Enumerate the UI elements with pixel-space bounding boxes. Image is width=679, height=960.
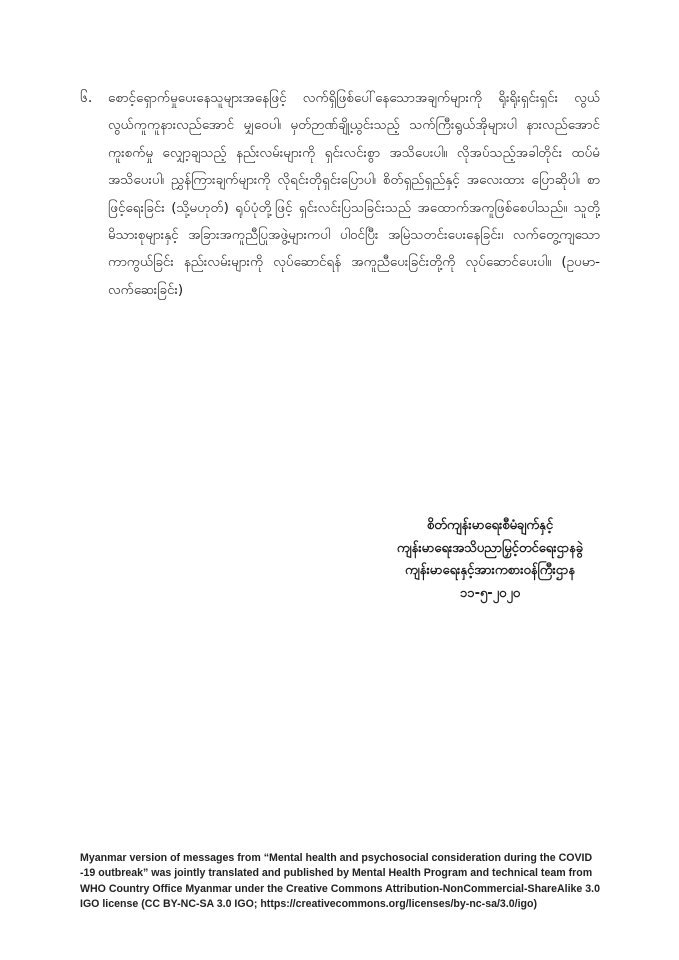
numbered-paragraph <box>80 85 600 304</box>
signature-division: ကျန်းမာရေးအသိပညာမြှင့်တင်ရေးဌာနခွဲ <box>396 540 584 556</box>
paragraph-text: စောင့်ရှောက်မှုပေးနေသူများအနေဖြင့် လက်ရှိဖြစ်ပေါ်နေသောအချက်များကို ရိုးရိုးရှင်းရှင်း လွယ်လွယ်ကူကူနားလည်အောင် မျှဝေပါ၊ မှတ်ဉာဏ်ချို့ယွင်းသည့် သက်ကြီးရွယ်အိုများပါ နားလည်အောင် ကူးစက်မှု လျှော့ချသည့် နည်းလမ်းများကို ရှင်းလင်းစွာ အသိပေးပါ။ လိုအပ်သည့်အခါတိုင်း ထပ်မံအသိပေးပါ၊ ညွှန်ကြားချက်များကို လိုရင်းတိုရှင်းပြောပါ၊ စိတ်ရှည်ရှည်နှင့် အလေးထား ပြောဆိုပါ၊ စာဖြင့်ရေးခြင်း (သို့မဟုတ်) ရုပ်ပုံတို့ဖြင့် ရှင်းလင်းပြသခြင်းသည် အထောက်အကူဖြစ်စေပါသည်။ သူတို့မိသားစုများနှင့် အခြားအကူညီပြုအဖွဲ့များကပါ ပါဝင်ပြီး အမြဲသတင်းပေးနေခြင်း၊ လက်တွေ့ကျသော ကာကွယ်ခြင်း နည်းလမ်းများကို လုပ်ဆောင်ရန် အကူညီပေးခြင်းတို့ကို လုပ်ဆောင်ပေးပါ။ (ဥပမာ- လက်ဆေးခြင်း) <box>108 90 600 298</box>
signature-block <box>360 515 620 605</box>
item-number: ၆. <box>80 90 93 106</box>
signature-ministry: ကျန်းမာရေးနှင့်အားကစားဝန်ကြီးဌာန <box>404 563 576 578</box>
license-footer: Myanmar version of messages from “Mental health and psychosocial consideration during the COVID -19 outbreak” was jointly translated and published by Mental Health Program and technical team from WHO Country Office Myanmar under the Creative Commons Attribution-NonCommercial-ShareAlike 3.0 IGO license (CC BY-NC-SA 3.0 IGO; https://creativecommons.org/licenses/by-nc-sa/3.0/igo) <box>80 852 600 911</box>
signature-department: စိတ်ကျန်းမာရေးစီမံချက်နှင့် <box>426 518 554 533</box>
signature-date: ၁၁-၅-၂၀၂၀ <box>459 585 521 601</box>
